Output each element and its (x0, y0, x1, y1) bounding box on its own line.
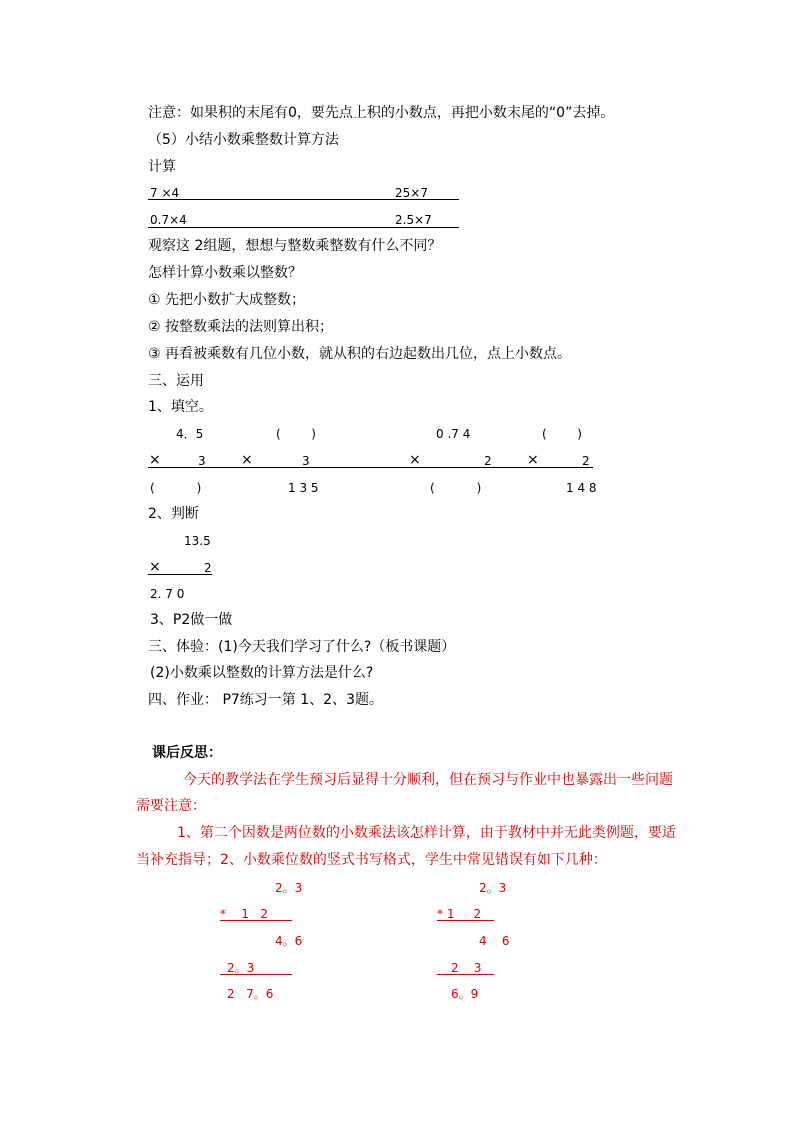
err-left-r2: * 1 2 (220, 907, 268, 921)
fill-heading: 1、填空。 (148, 399, 213, 415)
times-sign-2: × (241, 452, 253, 468)
fill-b-paren: ( ) (542, 427, 582, 441)
err-right-r1: 2。3 (479, 881, 507, 895)
how-question: 怎样计算小数乘以整数？ (148, 265, 302, 281)
reflection-p1b: 需要注意： (136, 798, 206, 814)
err-left-r5: 2 7。6 (227, 987, 274, 1001)
calc-r2-left: 0.7×4 (150, 213, 187, 227)
calc-r1-left: 7 ×4 (150, 186, 180, 200)
judge-times-sign: × (149, 559, 161, 575)
fill-d-paren: ( ) (430, 481, 482, 495)
err-right-underline-1 (437, 920, 494, 921)
err-right-underline-2 (437, 974, 494, 975)
judge-heading: 2、判断 (148, 506, 199, 522)
fill-b-top: 0 .7 4 (436, 427, 471, 441)
judge-x-val: 2 (204, 561, 212, 575)
calc-r2-right: 2.5×7 (395, 213, 432, 227)
err-right-r2: * 1 2 (437, 907, 482, 921)
err-right-r3: 4 6 (479, 934, 510, 948)
fill-x2-val: 3 (302, 454, 310, 468)
fill-x1-val: 3 (198, 454, 206, 468)
fill-x4-val: 2 (582, 454, 590, 468)
judge-underline (148, 574, 212, 575)
reflection-p1a: 今天的教学法在学生预习后显得十分顺利，但在预习与作业中也暴露出一些问题 (183, 772, 673, 788)
err-right-r5: 6。9 (451, 987, 479, 1001)
judge-result: 2. 7 0 (150, 587, 185, 601)
fill-c-val: 1 3 5 (288, 481, 319, 495)
experience-1: 三、体验：(1)今天我们学习了什么?（板书课题） (148, 639, 456, 655)
err-left-underline-2 (220, 974, 292, 975)
calc-label: 计算 (148, 159, 176, 175)
fill-c-paren: ( ) (150, 481, 202, 495)
step-1: ① 先把小数扩大成整数； (148, 292, 306, 308)
observe-question: 观察这 2组题，想想与整数乘整数有什么不同？ (148, 238, 442, 254)
times-sign-4: × (527, 452, 539, 468)
step-3: ③ 再看被乘数有几位小数，就从积的右边起数出几位，点上小数点。 (148, 346, 571, 362)
p2-exercise: 3、P2做一做 (150, 612, 233, 628)
calc-r1-right: 25×7 (395, 186, 428, 200)
err-left-underline-1 (220, 920, 292, 921)
err-left-r1: 2。3 (275, 881, 303, 895)
section-apply: 三、运用 (148, 373, 204, 389)
times-sign-1: × (149, 452, 161, 468)
reflection-p2b: 当补充指导；2、小数乘位数的竖式书写格式，学生中常见错误有如下几种： (136, 852, 607, 868)
err-left-r3: 4。6 (275, 934, 303, 948)
fill-underline (148, 467, 593, 468)
fill-x3-val: 2 (484, 454, 492, 468)
experience-2: (2)小数乘以整数的计算方法是什么? (150, 665, 374, 681)
fill-d-val: 1 4 8 (566, 481, 597, 495)
fill-a-top: 4．5 (176, 427, 204, 441)
judge-top: 13.5 (184, 534, 211, 548)
homework: 四、作业： P7练习一第 1、2、3题。 (148, 692, 383, 708)
times-sign-3: × (409, 452, 421, 468)
step-2: ② 按整数乘法的法则算出积； (148, 319, 334, 335)
note-text: 注意：如果积的末尾有0，要先点上积的小数点，再把小数末尾的“0”去掉。 (148, 105, 615, 121)
fill-a-paren: ( ) (276, 427, 316, 441)
err-left-r4: 2。3 (227, 961, 255, 975)
calc-underline-2 (148, 227, 459, 228)
calc-underline-1 (148, 199, 459, 200)
reflection-title: 课后反思： (152, 745, 222, 761)
err-right-r4: 2 3 (451, 961, 482, 975)
reflection-p2a: 1、第二个因数是两位数的小数乘法该怎样计算，由于教材中并无此类例题，要适 (177, 825, 676, 841)
summary-heading: （5）小结小数乘整数计算方法 (148, 132, 339, 148)
